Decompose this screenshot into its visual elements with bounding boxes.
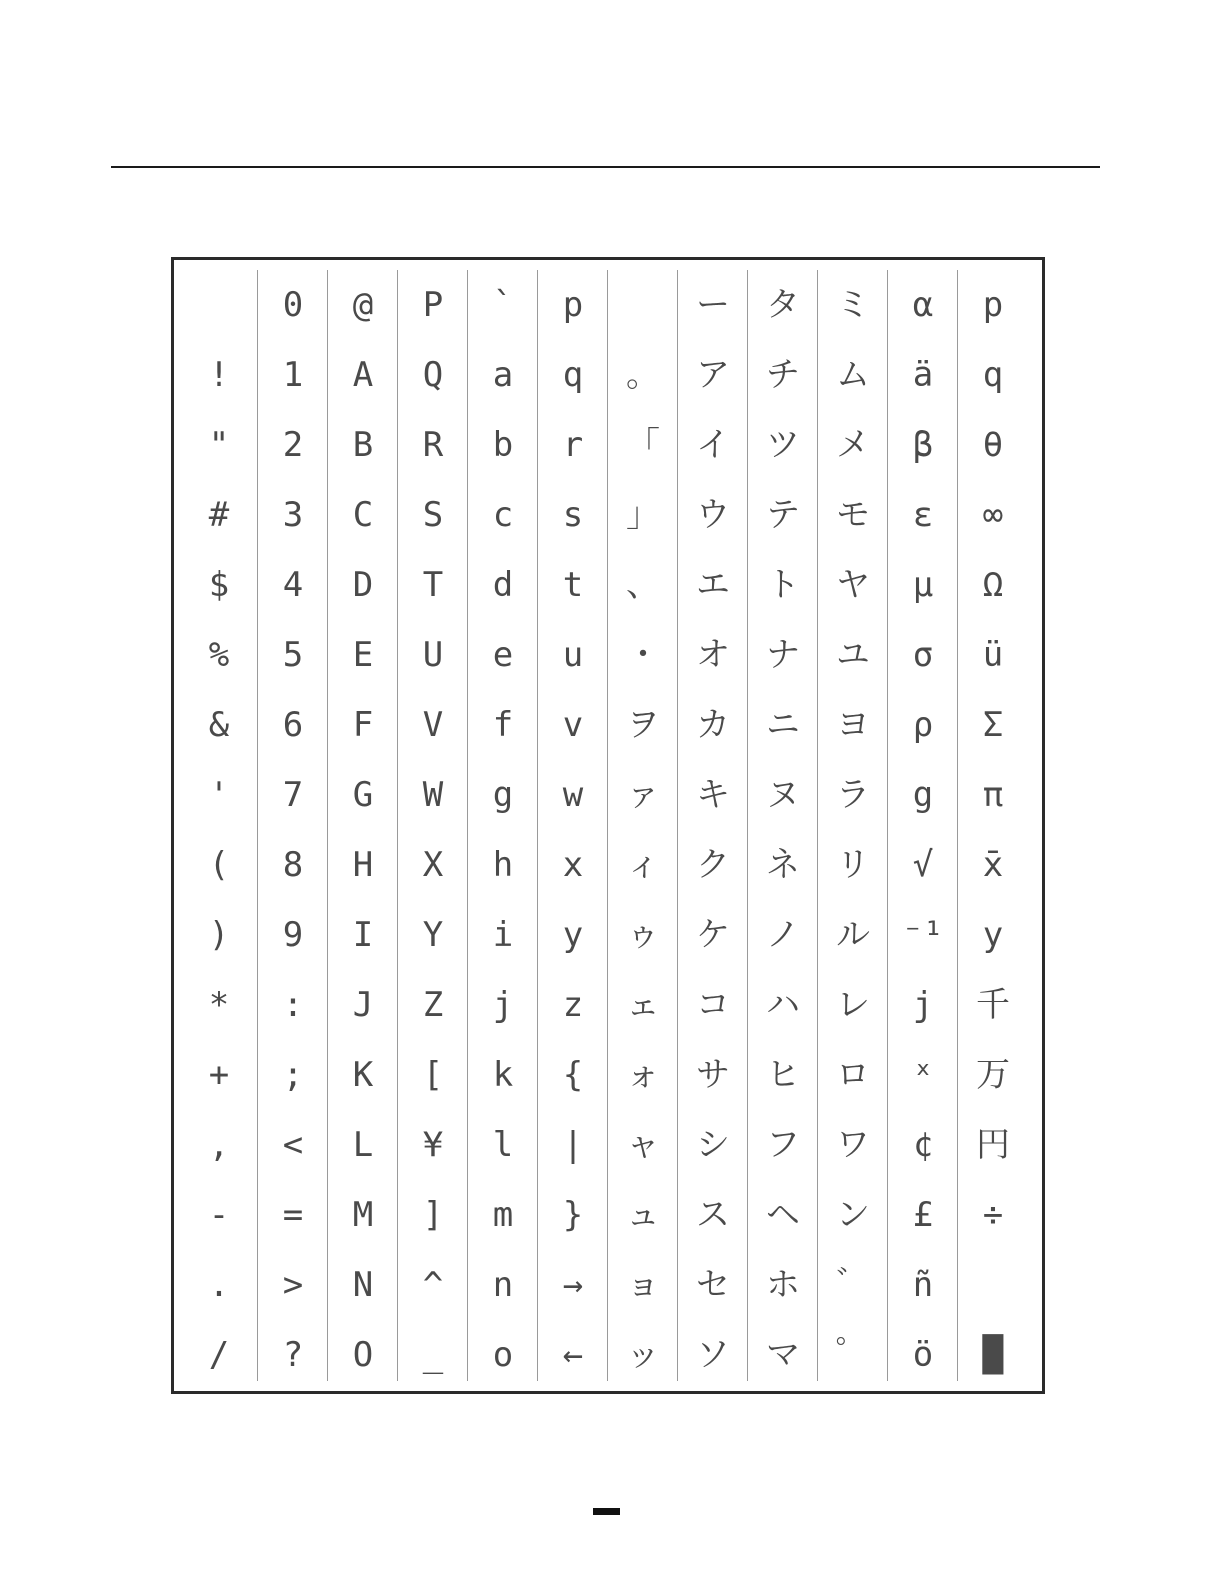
character-cell: F — [352, 705, 374, 745]
character-cell: ヘ — [766, 1195, 800, 1235]
character-cell: p — [982, 285, 1004, 325]
character-cell: リ — [836, 845, 870, 885]
character-cell: . — [208, 1265, 230, 1305]
character-cell: ! — [208, 355, 230, 395]
character-cell: ÷ — [982, 1195, 1004, 1235]
character-cell: モ — [836, 495, 870, 535]
character-cell: g — [912, 775, 934, 815]
character-cell: £ — [912, 1195, 934, 1235]
character-cell: j — [912, 985, 934, 1025]
character-cell: ス — [696, 1195, 730, 1235]
character-cell: y — [562, 915, 584, 955]
character-cell: v — [562, 705, 584, 745]
character-cell: ∞ — [982, 495, 1004, 535]
character-cell: ツ — [766, 425, 800, 465]
character-cell: ネ — [766, 845, 800, 885]
character-cell: ラ — [836, 775, 870, 815]
character-cell: 1 — [282, 355, 304, 395]
character-cell: ュ — [626, 1195, 660, 1235]
character-cell: ゜ — [836, 1335, 870, 1375]
character-cell: + — [208, 1055, 230, 1095]
character-cell: シ — [696, 1125, 730, 1165]
character-cell: O — [352, 1335, 374, 1375]
character-cell: ェ — [626, 985, 660, 1025]
character-cell: ` — [492, 285, 514, 325]
character-cell: I — [352, 915, 374, 955]
character-cell: g — [492, 775, 514, 815]
character-cell: s — [562, 495, 584, 535]
character-cell: b — [492, 425, 514, 465]
character-cell: q — [562, 355, 584, 395]
character-cell: 2 — [282, 425, 304, 465]
character-cell: ö — [912, 1335, 934, 1375]
character-cell: 万 — [976, 1055, 1010, 1095]
character-cell: T — [422, 565, 444, 605]
character-cell: ε — [912, 495, 934, 535]
character-cell: ヤ — [836, 565, 870, 605]
character-cell: ・ — [626, 635, 660, 675]
character-cell: M — [352, 1195, 374, 1235]
character-cell: W — [422, 775, 444, 815]
character-cell: 「 — [626, 425, 660, 465]
character-cell: ] — [422, 1195, 444, 1235]
character-cell: ( — [208, 845, 230, 885]
character-cell: $ — [208, 565, 230, 605]
character-cell: ッ — [626, 1335, 660, 1375]
character-cell: ) — [208, 915, 230, 955]
character-cell: 0 — [282, 285, 304, 325]
character-cell: r — [562, 425, 584, 465]
character-cell: u — [562, 635, 584, 675]
character-cell: Σ — [982, 705, 1004, 745]
character-cell: σ — [912, 635, 934, 675]
character-cell: フ — [766, 1125, 800, 1165]
character-cell: ナ — [766, 635, 800, 675]
character-cell: Y — [422, 915, 444, 955]
character-cell: o — [492, 1335, 514, 1375]
character-cell: ¢ — [912, 1125, 934, 1165]
character-cell: 6 — [282, 705, 304, 745]
character-cell: 7 — [282, 775, 304, 815]
character-cell: ρ — [912, 705, 934, 745]
character-cell: x̄ — [982, 845, 1004, 885]
table-column — [817, 270, 888, 1381]
character-cell: ム — [836, 355, 870, 395]
character-cell: ゛ — [836, 1265, 870, 1305]
character-cell: 5 — [282, 635, 304, 675]
character-cell: ヒ — [766, 1055, 800, 1095]
character-cell: N — [352, 1265, 374, 1305]
character-cell: @ — [352, 285, 374, 325]
character-cell: } — [562, 1195, 584, 1235]
character-cell: キ — [696, 775, 730, 815]
character-cell: ヨ — [836, 705, 870, 745]
character-cell: カ — [696, 705, 730, 745]
character-cell: メ — [836, 425, 870, 465]
table-column — [184, 270, 254, 1381]
character-cell: p — [562, 285, 584, 325]
character-cell: マ — [766, 1335, 800, 1375]
character-cell: ル — [836, 915, 870, 955]
character-cell: ¥ — [422, 1125, 444, 1165]
character-cell: ヲ — [626, 705, 660, 745]
character-cell: h — [492, 845, 514, 885]
character-cell: & — [208, 705, 230, 745]
character-cell: e — [492, 635, 514, 675]
character-cell: ← — [562, 1335, 584, 1375]
character-cell: | — [562, 1125, 584, 1165]
character-cell: _ — [422, 1335, 444, 1375]
character-cell: π — [982, 775, 1004, 815]
character-cell: ñ — [912, 1265, 934, 1305]
table-column — [327, 270, 398, 1381]
character-cell: ゥ — [626, 915, 660, 955]
character-cell: ニ — [766, 705, 800, 745]
character-cell: i — [492, 915, 514, 955]
character-cell: ワ — [836, 1125, 870, 1165]
character-cell: P — [422, 285, 444, 325]
table-column — [537, 270, 608, 1381]
character-cell: f — [492, 705, 514, 745]
character-cell: d — [492, 565, 514, 605]
character-cell: ; — [282, 1055, 304, 1095]
character-cell: √ — [912, 845, 934, 885]
character-cell — [184, 270, 254, 340]
character-cell: Ω — [982, 565, 1004, 605]
character-cell: D — [352, 565, 374, 605]
character-cell: m — [492, 1195, 514, 1235]
character-cell: テ — [766, 495, 800, 535]
character-cell: , — [208, 1125, 230, 1165]
character-cell: ホ — [766, 1265, 800, 1305]
character-cell: S — [422, 495, 444, 535]
character-cell: ト — [766, 565, 800, 605]
character-cell: n — [492, 1265, 514, 1305]
table-column — [957, 270, 1028, 1381]
character-cell: : — [282, 985, 304, 1025]
character-cell: θ — [982, 425, 1004, 465]
character-cell: U — [422, 635, 444, 675]
character-cell: █ — [982, 1335, 1004, 1375]
character-cell: 4 — [282, 565, 304, 605]
character-cell: B — [352, 425, 374, 465]
table-column — [747, 270, 818, 1381]
character-cell: % — [208, 635, 230, 675]
character-cell: ー — [696, 285, 730, 325]
character-cell: K — [352, 1055, 374, 1095]
character-cell: R — [422, 425, 444, 465]
character-cell: c — [492, 495, 514, 535]
character-cell: ァ — [626, 775, 660, 815]
table-column — [677, 270, 748, 1381]
character-cell: l — [492, 1125, 514, 1165]
character-cell — [608, 270, 678, 340]
character-cell: ミ — [836, 285, 870, 325]
character-cell — [958, 1250, 1028, 1320]
character-cell: 3 — [282, 495, 304, 535]
character-cell: X — [422, 845, 444, 885]
character-cell: / — [208, 1335, 230, 1375]
character-cell: 」 — [626, 495, 660, 535]
character-cell: ? — [282, 1335, 304, 1375]
character-cell: J — [352, 985, 374, 1025]
character-cell: ' — [208, 775, 230, 815]
character-cell: w — [562, 775, 584, 815]
table-column — [887, 270, 958, 1381]
character-cell: # — [208, 495, 230, 535]
character-cell: j — [492, 985, 514, 1025]
character-cell: ィ — [626, 845, 660, 885]
character-cell: [ — [422, 1055, 444, 1095]
character-cell: オ — [696, 635, 730, 675]
character-cell: y — [982, 915, 1004, 955]
character-cell: 、 — [626, 565, 660, 605]
character-cell: ハ — [766, 985, 800, 1025]
character-cell: 千 — [976, 985, 1010, 1025]
character-cell: " — [208, 425, 230, 465]
character-cell: 。 — [626, 355, 660, 395]
character-cell: μ — [912, 565, 934, 605]
character-cell: ア — [696, 355, 730, 395]
character-cell: ^ — [422, 1265, 444, 1305]
character-cell: ˣ — [912, 1055, 934, 1095]
character-cell: a — [492, 355, 514, 395]
character-cell: ソ — [696, 1335, 730, 1375]
character-cell: ョ — [626, 1265, 660, 1305]
character-cell: チ — [766, 355, 800, 395]
character-cell: { — [562, 1055, 584, 1095]
character-cell: ャ — [626, 1125, 660, 1165]
character-cell: Z — [422, 985, 444, 1025]
character-cell: ヌ — [766, 775, 800, 815]
character-cell: z — [562, 985, 584, 1025]
character-cell: x — [562, 845, 584, 885]
character-cell: 9 — [282, 915, 304, 955]
character-cell: q — [982, 355, 1004, 395]
character-cell: ユ — [836, 635, 870, 675]
character-cell: タ — [766, 285, 800, 325]
character-cell: C — [352, 495, 374, 535]
character-cell: ロ — [836, 1055, 870, 1095]
character-cell: - — [208, 1195, 230, 1235]
character-cell: > — [282, 1265, 304, 1305]
character-cell: E — [352, 635, 374, 675]
page-number-mark — [593, 1508, 620, 1515]
table-column — [607, 270, 678, 1381]
character-cell: α — [912, 285, 934, 325]
character-cell: H — [352, 845, 374, 885]
character-cell: t — [562, 565, 584, 605]
character-cell: ン — [836, 1195, 870, 1235]
character-cell: レ — [836, 985, 870, 1025]
character-cell: L — [352, 1125, 374, 1165]
character-cell: < — [282, 1125, 304, 1165]
table-column — [257, 270, 328, 1381]
character-cell: 8 — [282, 845, 304, 885]
character-cell: = — [282, 1195, 304, 1235]
character-cell: コ — [696, 985, 730, 1025]
table-column — [397, 270, 468, 1381]
character-cell: 円 — [976, 1125, 1010, 1165]
character-table — [171, 257, 1045, 1394]
top-rule — [111, 166, 1100, 168]
table-column — [467, 270, 538, 1381]
character-cell: サ — [696, 1055, 730, 1095]
character-cell: ノ — [766, 915, 800, 955]
character-cell: k — [492, 1055, 514, 1095]
character-cell: Q — [422, 355, 444, 395]
character-cell: G — [352, 775, 374, 815]
character-cell: → — [562, 1265, 584, 1305]
character-cell: エ — [696, 565, 730, 605]
character-cell: β — [912, 425, 934, 465]
character-cell: * — [208, 985, 230, 1025]
character-cell: V — [422, 705, 444, 745]
character-cell: セ — [696, 1265, 730, 1305]
character-cell: イ — [696, 425, 730, 465]
character-cell: ü — [982, 635, 1004, 675]
character-cell: ä — [912, 355, 934, 395]
character-cell: ォ — [626, 1055, 660, 1095]
character-cell: ク — [696, 845, 730, 885]
character-cell: ケ — [696, 915, 730, 955]
character-cell: A — [352, 355, 374, 395]
character-cell: ウ — [696, 495, 730, 535]
character-cell: ⁻¹ — [902, 915, 944, 955]
